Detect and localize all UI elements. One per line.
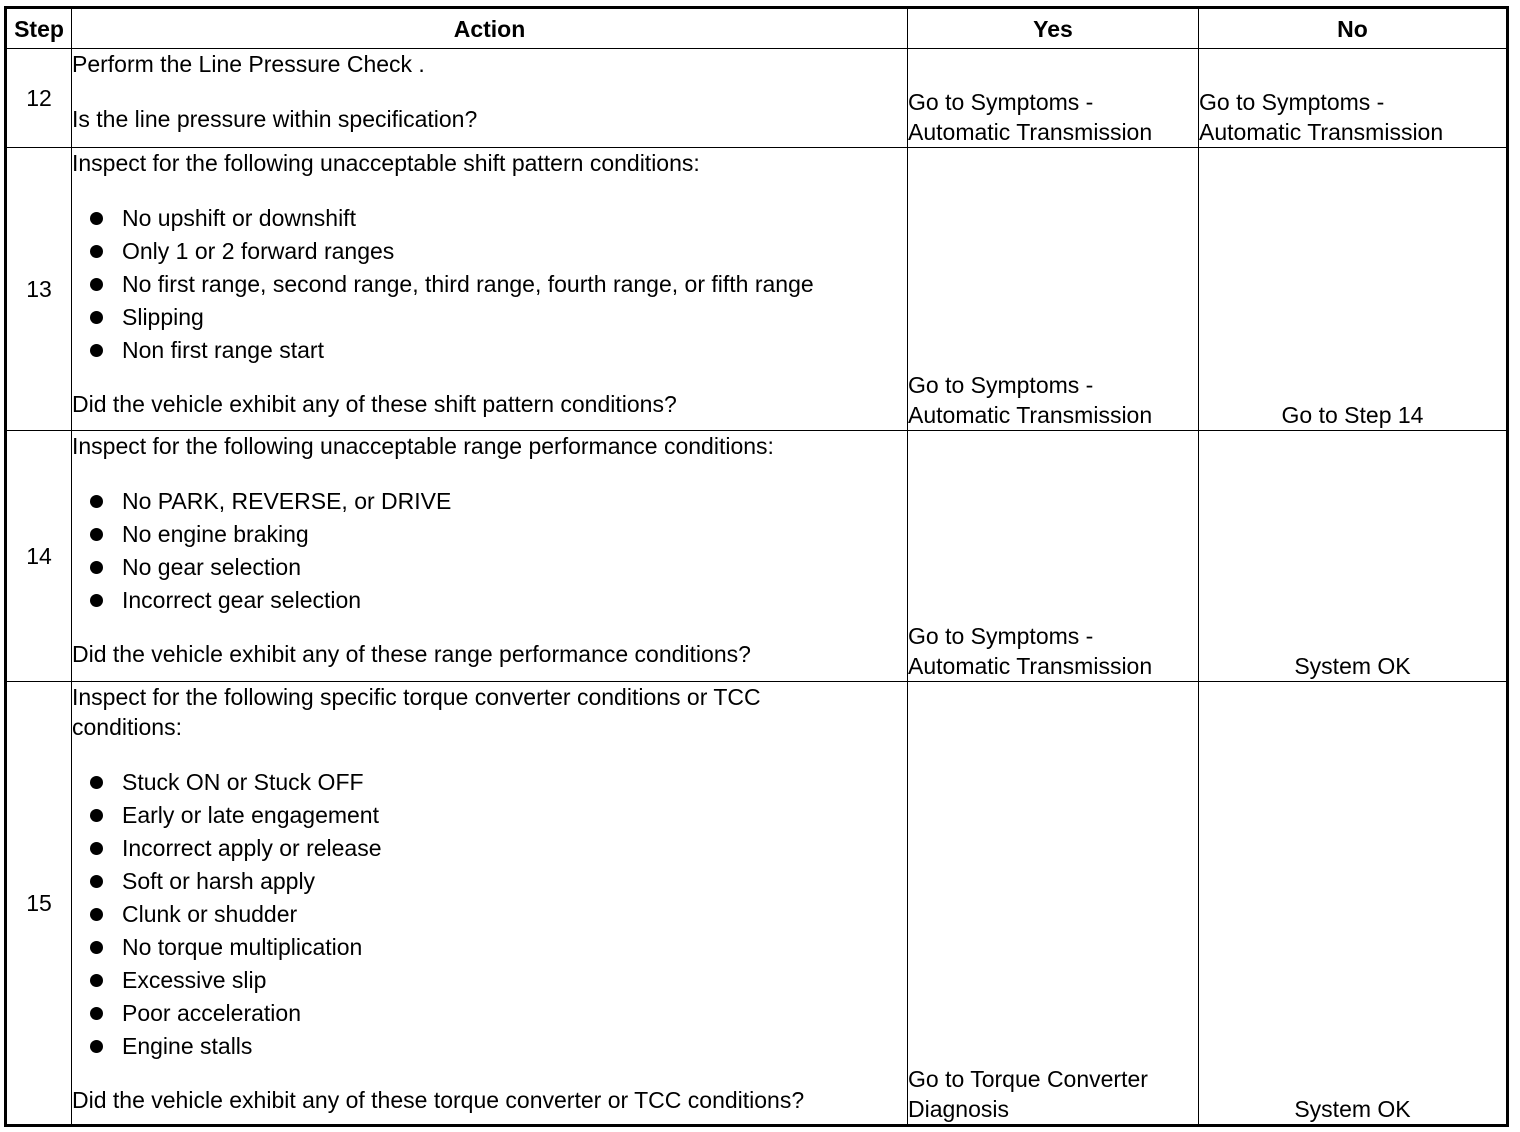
yes-line: Go to Symptoms -	[908, 623, 1094, 649]
no-cell	[1199, 431, 1508, 682]
list-item	[72, 997, 907, 1030]
yes-cell	[908, 431, 1199, 682]
yes-cell	[908, 49, 1199, 148]
list-item	[72, 898, 907, 931]
no-cell	[1199, 49, 1508, 148]
header-action: Action	[72, 8, 908, 49]
step-number: 13	[6, 148, 72, 431]
list-item	[72, 235, 907, 268]
condition-list	[72, 202, 907, 367]
list-item	[72, 268, 907, 301]
list-item	[72, 202, 907, 235]
condition-list	[72, 485, 907, 617]
list-item	[72, 964, 907, 997]
bullet-icon	[90, 594, 103, 607]
condition-text: Soft or harsh apply	[122, 868, 316, 894]
yes-line: Diagnosis	[908, 1096, 1009, 1122]
condition-list	[72, 766, 907, 1063]
no-cell	[1199, 148, 1508, 431]
list-item	[72, 301, 907, 334]
condition-text: No engine braking	[122, 521, 309, 547]
header-yes: Yes	[908, 8, 1199, 49]
action-intro: Inspect for the following unacceptable range performance conditions:	[72, 433, 774, 459]
condition-text: Only 1 or 2 forward ranges	[122, 238, 395, 264]
yes-line: Automatic Transmission	[908, 653, 1153, 679]
action-intro: Inspect for the following unacceptable shift pattern conditions:	[72, 150, 700, 176]
condition-text: Clunk or shudder	[122, 901, 298, 927]
table-row	[6, 431, 1508, 682]
list-item	[72, 931, 907, 964]
bullet-icon	[90, 974, 103, 987]
table-row	[6, 682, 1508, 1126]
condition-text: No first range, second range, third range, fourth range, or fifth range	[122, 271, 814, 297]
diagnostic-table	[4, 6, 1509, 1127]
list-item	[72, 799, 907, 832]
action-cell	[72, 148, 908, 431]
bullet-icon	[90, 1007, 103, 1020]
bullet-icon	[90, 495, 103, 508]
header-row	[6, 8, 1508, 49]
action-intro: Perform the Line Pressure Check .	[72, 51, 425, 77]
condition-text: No upshift or downshift	[122, 205, 356, 231]
no-line: System OK	[1294, 1096, 1411, 1122]
bullet-icon	[90, 1040, 103, 1053]
bullet-icon	[90, 941, 103, 954]
yes-line: Automatic Transmission	[908, 402, 1153, 428]
bullet-icon	[90, 842, 103, 855]
action-cell	[72, 682, 908, 1126]
table-row	[6, 148, 1508, 431]
action-cell	[72, 49, 908, 148]
list-item	[72, 584, 907, 617]
list-item	[72, 1030, 907, 1063]
condition-text: No PARK, REVERSE, or DRIVE	[122, 488, 452, 514]
condition-text: Early or late engagement	[122, 802, 379, 828]
condition-text: Slipping	[122, 304, 204, 330]
condition-text: Engine stalls	[122, 1033, 253, 1059]
list-item	[72, 551, 907, 584]
bullet-icon	[90, 278, 103, 291]
yes-cell	[908, 148, 1199, 431]
action-intro: Inspect for the following specific torque converter conditions or TCC	[72, 684, 761, 710]
header-step: Step	[6, 8, 72, 49]
yes-line: Go to Torque Converter	[908, 1066, 1148, 1092]
condition-text: Excessive slip	[122, 967, 267, 993]
action-cell	[72, 431, 908, 682]
action-intro: conditions:	[72, 714, 182, 740]
bullet-icon	[90, 875, 103, 888]
no-line: Go to Step 14	[1281, 402, 1424, 428]
yes-line: Go to Symptoms -	[908, 89, 1094, 115]
condition-text: No gear selection	[122, 554, 301, 580]
list-item	[72, 865, 907, 898]
bullet-icon	[90, 776, 103, 789]
bullet-icon	[90, 561, 103, 574]
header-no: No	[1199, 8, 1508, 49]
action-question: Did the vehicle exhibit any of these torque converter or TCC conditions?	[72, 1087, 805, 1113]
no-line: Go to Symptoms -	[1199, 89, 1385, 115]
yes-cell	[908, 682, 1199, 1126]
bullet-icon	[90, 528, 103, 541]
step-number: 14	[6, 431, 72, 682]
yes-line: Automatic Transmission	[908, 119, 1153, 145]
bullet-icon	[90, 245, 103, 258]
action-question: Is the line pressure within specification?	[72, 106, 478, 132]
list-item	[72, 485, 907, 518]
bullet-icon	[90, 344, 103, 357]
condition-text: Incorrect gear selection	[122, 587, 362, 613]
action-question: Did the vehicle exhibit any of these range performance conditions?	[72, 641, 751, 667]
yes-line: Go to Symptoms -	[908, 372, 1094, 398]
table-row	[6, 49, 1508, 148]
action-question: Did the vehicle exhibit any of these shift pattern conditions?	[72, 391, 677, 417]
bullet-icon	[90, 809, 103, 822]
condition-text: Poor acceleration	[122, 1000, 301, 1026]
condition-text: Non first range start	[122, 337, 324, 363]
list-item	[72, 334, 907, 367]
bullet-icon	[90, 908, 103, 921]
no-line: Automatic Transmission	[1199, 119, 1444, 145]
list-item	[72, 832, 907, 865]
step-number: 15	[6, 682, 72, 1126]
condition-text: Incorrect apply or release	[122, 835, 382, 861]
no-line: System OK	[1294, 653, 1411, 679]
condition-text: Stuck ON or Stuck OFF	[122, 769, 364, 795]
condition-text: No torque multiplication	[122, 934, 363, 960]
bullet-icon	[90, 311, 103, 324]
list-item	[72, 766, 907, 799]
bullet-icon	[90, 212, 103, 225]
step-number: 12	[6, 49, 72, 148]
no-cell	[1199, 682, 1508, 1126]
list-item	[72, 518, 907, 551]
